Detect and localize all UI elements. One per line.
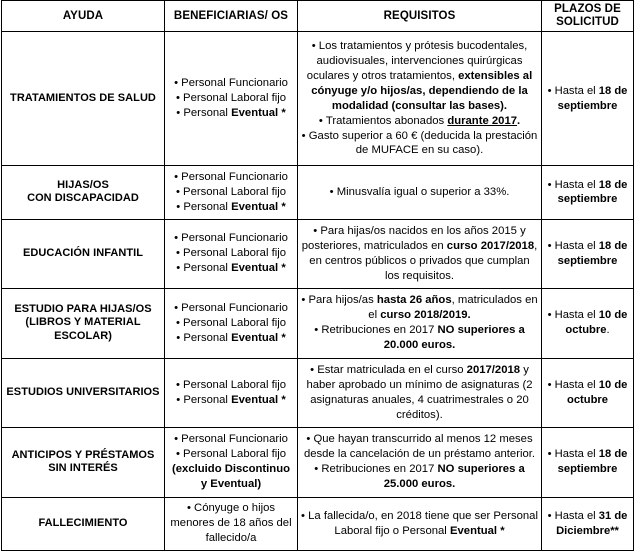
- cell-plazo: [542, 166, 634, 219]
- beneficiary-item: • Personal Eventual *: [168, 261, 294, 276]
- requisito-item: • Tratamientos abonados durante 2017.: [301, 114, 538, 129]
- requisito-item: • La fallecida/o, en 2018 tiene que ser Personal Laboral fijo o Personal Eventual *: [301, 509, 538, 539]
- beneficiary-item: (excluido Discontinuo y Eventual): [172, 463, 290, 491]
- cell-plazo: [542, 289, 634, 359]
- cell-requisitos: [298, 166, 542, 219]
- requisito-item: • Minusvalía igual o superior a 33%.: [301, 185, 538, 200]
- cell-ayuda: EDUCACIÓN INFANTIL: [2, 219, 165, 289]
- cell-requisitos: [298, 219, 542, 289]
- cell-plazo: [542, 428, 634, 498]
- cell-beneficiarias: [165, 32, 298, 166]
- table-row: [2, 289, 634, 359]
- beneficiary-item: • Personal Laboral fijo: [168, 447, 294, 462]
- table-header: [2, 1, 634, 32]
- cell-beneficiarias: [165, 289, 298, 359]
- plazo-item: • Hasta el 31 de Diciembre**: [545, 509, 630, 539]
- cell-requisitos: [298, 497, 542, 550]
- plazo-item: • Hasta el 18 de septiembre: [545, 178, 630, 208]
- cell-beneficiarias: [165, 497, 298, 550]
- requisito-item: • Retribuciones en 2017 NO superiores a 25.000 euros.: [301, 462, 538, 492]
- requisito-item: • Los tratamientos y prótesis bucodentales, audiovisuales, intervenciones quirúrgicas oculares y otros tratamientos, extensibles al cónyuge y/o hijos/as, dependiendo de la modalidad (consultar las bases).: [301, 39, 538, 114]
- beneficiary-item: • Personal Funcionario: [168, 301, 294, 316]
- cell-requisitos: [298, 428, 542, 498]
- beneficiary-item: • Personal Laboral fijo: [168, 246, 294, 261]
- column-header-plazos: PLAZOS DE SOLICITUD: [542, 1, 634, 32]
- table-row: [2, 32, 634, 166]
- cell-beneficiarias: [165, 219, 298, 289]
- table-body: [2, 32, 634, 551]
- beneficiary-item: • Personal Laboral fijo: [168, 91, 294, 106]
- cell-beneficiarias: [165, 166, 298, 219]
- table-row: [2, 358, 634, 428]
- cell-ayuda: ESTUDIOS UNIVERSITARIOS: [2, 358, 165, 428]
- table-row: [2, 219, 634, 289]
- plazo-item: • Hasta el 18 de septiembre: [545, 447, 630, 477]
- plazo-item: • Hasta el 18 de septiembre: [545, 239, 630, 269]
- table-row: [2, 166, 634, 219]
- cell-plazo: [542, 219, 634, 289]
- column-header-requisitos: REQUISITOS: [298, 1, 542, 32]
- cell-ayuda: ESTUDIO PARA HIJAS/OS (LIBROS Y MATERIAL ESCOLAR): [2, 289, 165, 359]
- cell-requisitos: [298, 32, 542, 166]
- beneficiary-item: • Cónyuge o hijos menores de 18 años del fallecido/a: [168, 501, 294, 546]
- requisito-item: • Que hayan transcurrido al menos 12 meses desde la cancelación de un préstamo anterior.: [301, 432, 538, 462]
- beneficiary-item: • Personal Eventual *: [168, 200, 294, 215]
- aid-programs-table: [1, 0, 634, 551]
- requisito-item: • Para hijas/os nacidos en los años 2015 y posteriores, matriculados en curso 2017/2018, en centros públicos o privados que cumplan los requisitos.: [301, 224, 538, 284]
- cell-beneficiarias: [165, 428, 298, 498]
- beneficiary-item: • Personal Eventual *: [168, 393, 294, 408]
- cell-requisitos: [298, 358, 542, 428]
- cell-ayuda: HIJAS/OS CON DISCAPACIDAD: [2, 166, 165, 219]
- beneficiary-item: • Personal Eventual *: [168, 331, 294, 346]
- requisito-item: • Para hijos/as hasta 26 años, matriculados en el curso 2018/2019.: [301, 293, 538, 323]
- cell-plazo: [542, 497, 634, 550]
- beneficiary-item: • Personal Funcionario: [168, 231, 294, 246]
- beneficiary-item: • Personal Funcionario: [168, 76, 294, 91]
- header-row: [2, 1, 634, 32]
- beneficiary-item: • Personal Laboral fijo: [168, 185, 294, 200]
- beneficiary-item: • Personal Eventual *: [168, 106, 294, 121]
- table-row: [2, 497, 634, 550]
- cell-ayuda: FALLECIMIENTO: [2, 497, 165, 550]
- cell-beneficiarias: [165, 358, 298, 428]
- table-row: [2, 428, 634, 498]
- cell-plazo: [542, 32, 634, 166]
- requisito-item: • Estar matriculada en el curso 2017/2018 y haber aprobado un mínimo de asignaturas (2 asignaturas anuales, 4 cuatrimestrales o 20 créditos).: [301, 363, 538, 423]
- column-header-beneficiarias: BENEFICIARIAS/ OS: [165, 1, 298, 32]
- cell-requisitos: [298, 289, 542, 359]
- plazo-item: • Hasta el 10 de octubre: [545, 378, 630, 408]
- plazo-item: • Hasta el 10 de octubre.: [545, 308, 630, 338]
- requisito-item: • Gasto superior a 60 € (deducida la prestación de MUFACE en su caso).: [301, 129, 538, 159]
- beneficiary-item: • Personal Laboral fijo: [168, 378, 294, 393]
- plazo-item: • Hasta el 18 de septiembre: [545, 84, 630, 114]
- cell-ayuda: TRATAMIENTOS DE SALUD: [2, 32, 165, 166]
- beneficiary-item: • Personal Laboral fijo: [168, 316, 294, 331]
- beneficiary-item: • Personal Funcionario: [168, 432, 294, 447]
- column-header-ayuda: AYUDA: [2, 1, 165, 32]
- cell-ayuda: ANTICIPOS Y PRÉSTAMOS SIN INTERÉS: [2, 428, 165, 498]
- cell-plazo: [542, 358, 634, 428]
- requisito-item: • Retribuciones en 2017 NO superiores a 20.000 euros.: [301, 323, 538, 353]
- beneficiary-item: • Personal Funcionario: [168, 170, 294, 185]
